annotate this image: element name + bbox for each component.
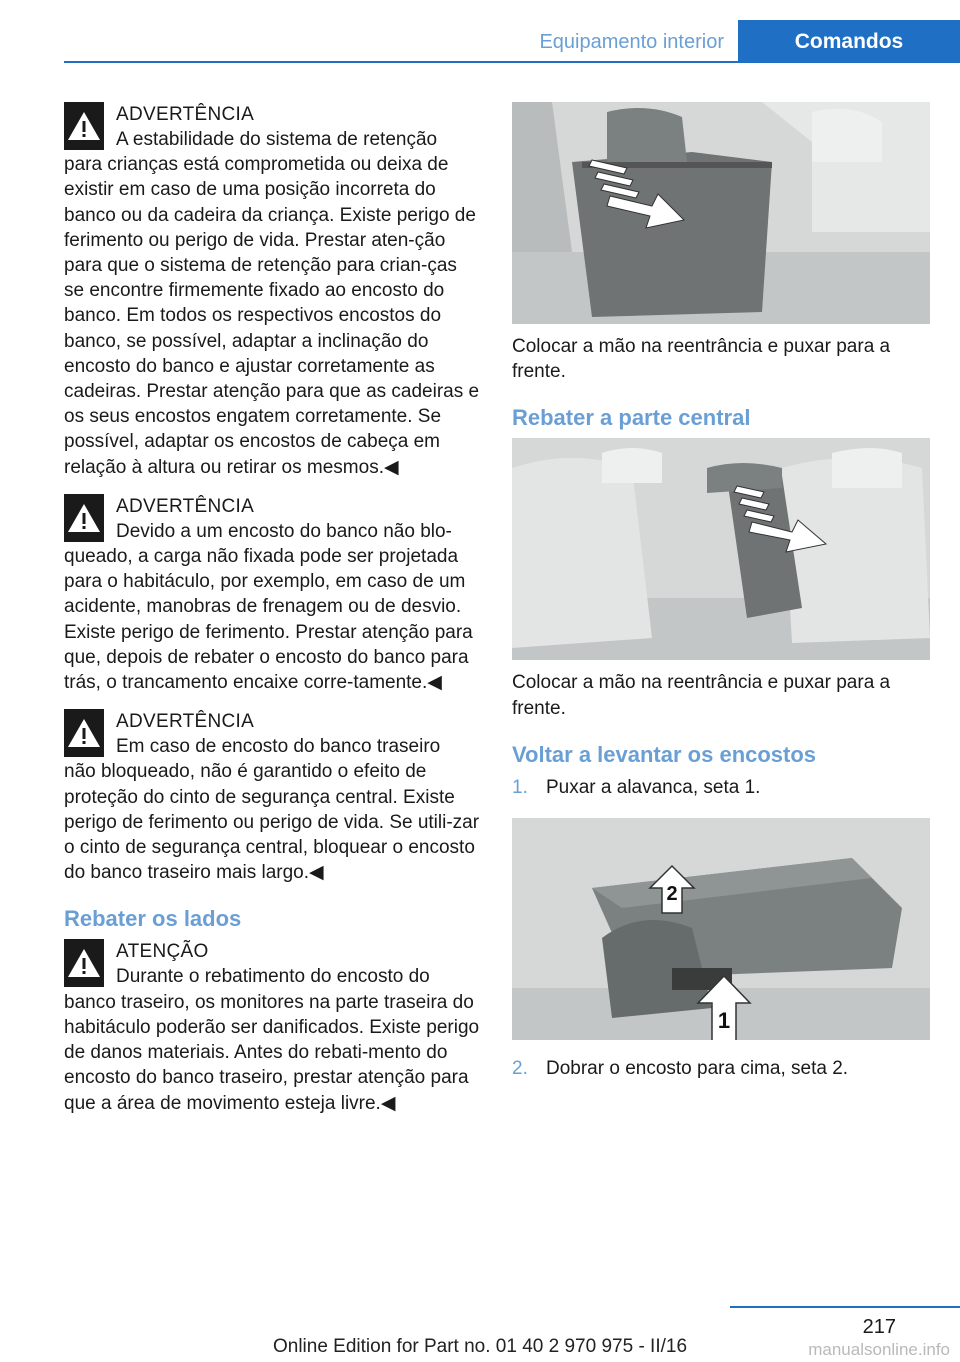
- header-rule: [64, 61, 960, 63]
- step-text: Dobrar o encosto para cima, seta 2.: [546, 1057, 849, 1079]
- warning-body: queado, a carga não fixada pode ser projetada para o habitáculo, por exemplo, em caso de um acidente, manobras de frenagem ou de desvio. Existe perigo de ferimento. Prestar atenção para que, depois de rebater o encosto do banco para trás, o trancamento encaixe corre-tamente.◀: [64, 546, 473, 694]
- warning-block-3: [64, 709, 482, 885]
- caution-first-line: Durante o rebatimento do encosto do: [116, 966, 430, 988]
- warning-first-line: A estabilidade do sistema de retenção: [116, 129, 438, 150]
- right-column: [512, 102, 930, 1081]
- left-column: [64, 102, 482, 1130]
- header-chapter-tab: Comandos: [738, 20, 960, 62]
- caption-1: Colocar a mão na reentrância e puxar para a frente.: [512, 336, 891, 383]
- warning-body: para crianças está comprometida ou deixa de existir em caso de uma posição incorreta do banco ou da cadeira da criança. Existe perigo de ferimento ou perigo de vida. Prestar aten-ção para que o sistema de retenção para crian-ças se encontre firmemente fixado ao encosto do banco. Em todos os respectivos encostos do banco, se possível, adaptar a inclinação do encosto do banco e ajustar corretamente as cadeiras. Prestar atenção para que as cadeiras e os seus encostos engatem corretamente. Se possível, adaptar os encostos de cabeça em relação à altura ou retirar os mesmos.◀: [64, 154, 480, 478]
- warning-block-2: [64, 494, 482, 695]
- page-number: 217: [862, 1316, 896, 1338]
- steps-list: [512, 775, 930, 800]
- step-item: [512, 1056, 930, 1081]
- caution-block: [64, 939, 482, 1115]
- steps-list-cont: [512, 1056, 930, 1081]
- illustration-side-backrest: [512, 102, 930, 324]
- warning-text: [64, 734, 482, 885]
- step-item: [512, 775, 930, 800]
- step-number: 1.: [512, 776, 528, 798]
- warning-title: ADVERTÊNCIA: [116, 711, 255, 733]
- step-number: 2.: [512, 1057, 528, 1079]
- warning-triangle-icon: [64, 494, 104, 542]
- section-title-fold-sides: Rebater os lados: [64, 906, 242, 932]
- warning-triangle-icon: [64, 102, 104, 150]
- caution-triangle-icon: [64, 939, 104, 987]
- warning-title: ADVERTÊNCIA: [116, 104, 255, 125]
- edition-footer: Online Edition for Part no. 01 40 2 970 975 - II/16: [272, 1336, 688, 1357]
- warning-body: não bloqueado, não é garantido o efeito de proteção do cinto de segurança central. Existe perigo de ferimento ou perigo de vida. Se utili-zar o cinto de segurança central, bloquear o encosto do banco traseiro mais largo.◀: [64, 761, 480, 884]
- section-title-fold-center: Rebater a parte central: [512, 405, 751, 431]
- illustration-lever: [512, 818, 930, 1040]
- warning-first-line: Devido a um encosto do banco não blo-: [116, 520, 452, 542]
- warning-title: ADVERTÊNCIA: [116, 495, 255, 517]
- caption-2: Colocar a mão na reentrância e puxar para a frente.: [512, 672, 891, 719]
- caution-body: banco traseiro, os monitores na parte traseira do habitáculo poderão ser danificados. Existe perigo de danos materiais. Antes do rebati-mento do encosto do banco traseiro, prestar atenção para que a área de movimento esteja livre.◀: [64, 991, 480, 1114]
- caution-text: [64, 964, 482, 1115]
- step-text: Puxar a alavanca, seta 1.: [546, 776, 761, 798]
- arrow-label-1: 1: [717, 1007, 731, 1033]
- warning-first-line: Em caso de encosto do banco traseiro: [116, 736, 441, 758]
- warning-text: [64, 519, 482, 695]
- warning-block-1: [64, 102, 482, 480]
- caution-title: ATENÇÃO: [116, 941, 209, 963]
- illustration-center-backrest: [512, 438, 930, 660]
- arrow-label-2: 2: [666, 882, 678, 905]
- warning-text: [64, 127, 482, 480]
- warning-triangle-icon: [64, 709, 104, 757]
- header-section-title: Equipamento interior: [539, 31, 724, 53]
- footer-rule: [730, 1306, 960, 1308]
- section-title-raise-backrests: Voltar a levantar os encostos: [512, 741, 817, 767]
- watermark: manualsonline.info: [808, 1340, 950, 1359]
